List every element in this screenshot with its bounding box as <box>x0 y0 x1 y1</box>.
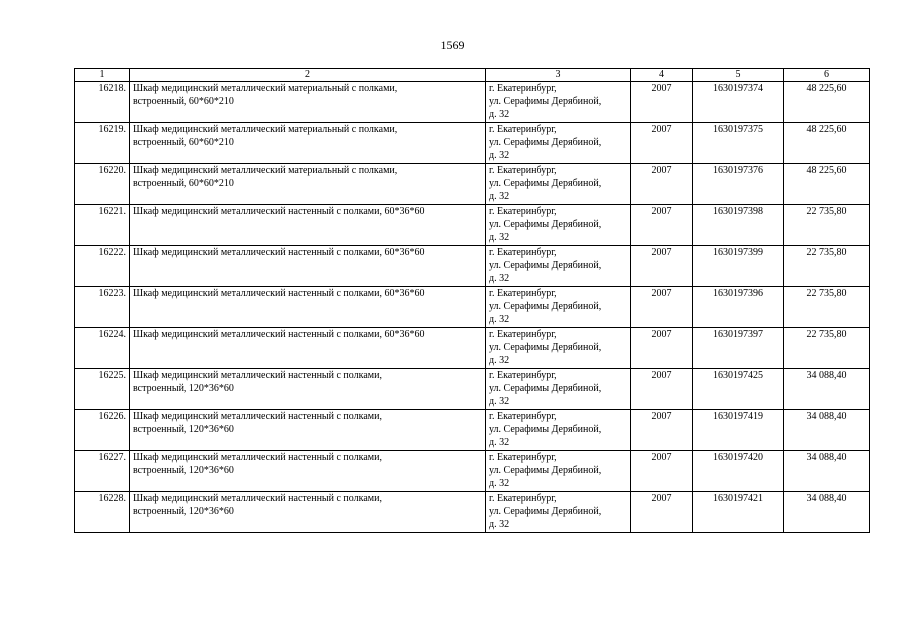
item-inventory-number: 1630197376 <box>693 164 784 205</box>
table-row <box>75 410 870 451</box>
row-number: 16218. <box>75 82 130 123</box>
item-year: 2007 <box>631 410 693 451</box>
item-address: г. Екатеринбург, ул. Серафимы Дерябиной, д. 32 <box>486 164 631 205</box>
item-name: Шкаф медицинский металлический настенный с полками, встроенный, 120*36*60 <box>130 369 486 410</box>
row-number: 16219. <box>75 123 130 164</box>
item-name: Шкаф медицинский металлический настенный с полками, встроенный, 120*36*60 <box>130 492 486 533</box>
item-inventory-number: 1630197425 <box>693 369 784 410</box>
row-number: 16227. <box>75 451 130 492</box>
item-address: г. Екатеринбург, ул. Серафимы Дерябиной, д. 32 <box>486 287 631 328</box>
item-address: г. Екатеринбург, ул. Серафимы Дерябиной, д. 32 <box>486 123 631 164</box>
row-number: 16220. <box>75 164 130 205</box>
row-number: 16221. <box>75 205 130 246</box>
item-name: Шкаф медицинский металлический настенный с полками, встроенный, 120*36*60 <box>130 451 486 492</box>
item-price: 48 225,60 <box>784 82 870 123</box>
item-inventory-number: 1630197421 <box>693 492 784 533</box>
item-year: 2007 <box>631 492 693 533</box>
table-row <box>75 328 870 369</box>
row-number: 16228. <box>75 492 130 533</box>
row-number: 16224. <box>75 328 130 369</box>
item-price: 22 735,80 <box>784 287 870 328</box>
item-name: Шкаф медицинский металлический материальный с полками, встроенный, 60*60*210 <box>130 123 486 164</box>
table-row <box>75 246 870 287</box>
item-address: г. Екатеринбург, ул. Серафимы Дерябиной, д. 32 <box>486 451 631 492</box>
item-address: г. Екатеринбург, ул. Серафимы Дерябиной, д. 32 <box>486 410 631 451</box>
item-inventory-number: 1630197419 <box>693 410 784 451</box>
column-header: 5 <box>693 69 784 82</box>
table-row <box>75 287 870 328</box>
item-name: Шкаф медицинский металлический материальный с полками, встроенный, 60*60*210 <box>130 164 486 205</box>
item-name: Шкаф медицинский металлический материальный с полками, встроенный, 60*60*210 <box>130 82 486 123</box>
column-header: 2 <box>130 69 486 82</box>
table-row <box>75 492 870 533</box>
page-number: 1569 <box>440 38 465 52</box>
table-row <box>75 205 870 246</box>
item-address: г. Екатеринбург, ул. Серафимы Дерябиной, д. 32 <box>486 369 631 410</box>
item-year: 2007 <box>631 451 693 492</box>
item-year: 2007 <box>631 369 693 410</box>
item-address: г. Екатеринбург, ул. Серафимы Дерябиной, д. 32 <box>486 246 631 287</box>
item-name: Шкаф медицинский металлический настенный с полками, 60*36*60 <box>130 246 486 287</box>
item-inventory-number: 1630197398 <box>693 205 784 246</box>
item-address: г. Екатеринбург, ул. Серафимы Дерябиной, д. 32 <box>486 205 631 246</box>
item-inventory-number: 1630197374 <box>693 82 784 123</box>
item-inventory-number: 1630197396 <box>693 287 784 328</box>
item-inventory-number: 1630197420 <box>693 451 784 492</box>
item-address: г. Екатеринбург, ул. Серафимы Дерябиной, д. 32 <box>486 328 631 369</box>
column-number-row <box>75 69 870 82</box>
item-address: г. Екатеринбург, ул. Серафимы Дерябиной, д. 32 <box>486 492 631 533</box>
item-year: 2007 <box>631 164 693 205</box>
row-number: 16225. <box>75 369 130 410</box>
row-number: 16226. <box>75 410 130 451</box>
item-year: 2007 <box>631 287 693 328</box>
property-table <box>74 68 870 533</box>
item-price: 34 088,40 <box>784 369 870 410</box>
item-inventory-number: 1630197375 <box>693 123 784 164</box>
column-header: 1 <box>75 69 130 82</box>
item-price: 48 225,60 <box>784 164 870 205</box>
item-price: 22 735,80 <box>784 205 870 246</box>
item-name: Шкаф медицинский металлический настенный с полками, встроенный, 120*36*60 <box>130 410 486 451</box>
item-year: 2007 <box>631 246 693 287</box>
table-row <box>75 164 870 205</box>
item-year: 2007 <box>631 205 693 246</box>
item-name: Шкаф медицинский металлический настенный с полками, 60*36*60 <box>130 205 486 246</box>
item-name: Шкаф медицинский металлический настенный с полками, 60*36*60 <box>130 328 486 369</box>
item-price: 22 735,80 <box>784 246 870 287</box>
item-inventory-number: 1630197399 <box>693 246 784 287</box>
item-price: 34 088,40 <box>784 410 870 451</box>
item-price: 48 225,60 <box>784 123 870 164</box>
item-inventory-number: 1630197397 <box>693 328 784 369</box>
table-row <box>75 369 870 410</box>
column-header: 3 <box>486 69 631 82</box>
item-year: 2007 <box>631 123 693 164</box>
item-address: г. Екатеринбург, ул. Серафимы Дерябиной, д. 32 <box>486 82 631 123</box>
row-number: 16222. <box>75 246 130 287</box>
row-number: 16223. <box>75 287 130 328</box>
item-year: 2007 <box>631 82 693 123</box>
column-header: 6 <box>784 69 870 82</box>
item-price: 34 088,40 <box>784 492 870 533</box>
item-price: 22 735,80 <box>784 328 870 369</box>
table-row <box>75 123 870 164</box>
item-year: 2007 <box>631 328 693 369</box>
table-body <box>75 82 870 533</box>
column-header: 4 <box>631 69 693 82</box>
item-name: Шкаф медицинский металлический настенный с полками, 60*36*60 <box>130 287 486 328</box>
table-row <box>75 82 870 123</box>
item-price: 34 088,40 <box>784 451 870 492</box>
table-row <box>75 451 870 492</box>
